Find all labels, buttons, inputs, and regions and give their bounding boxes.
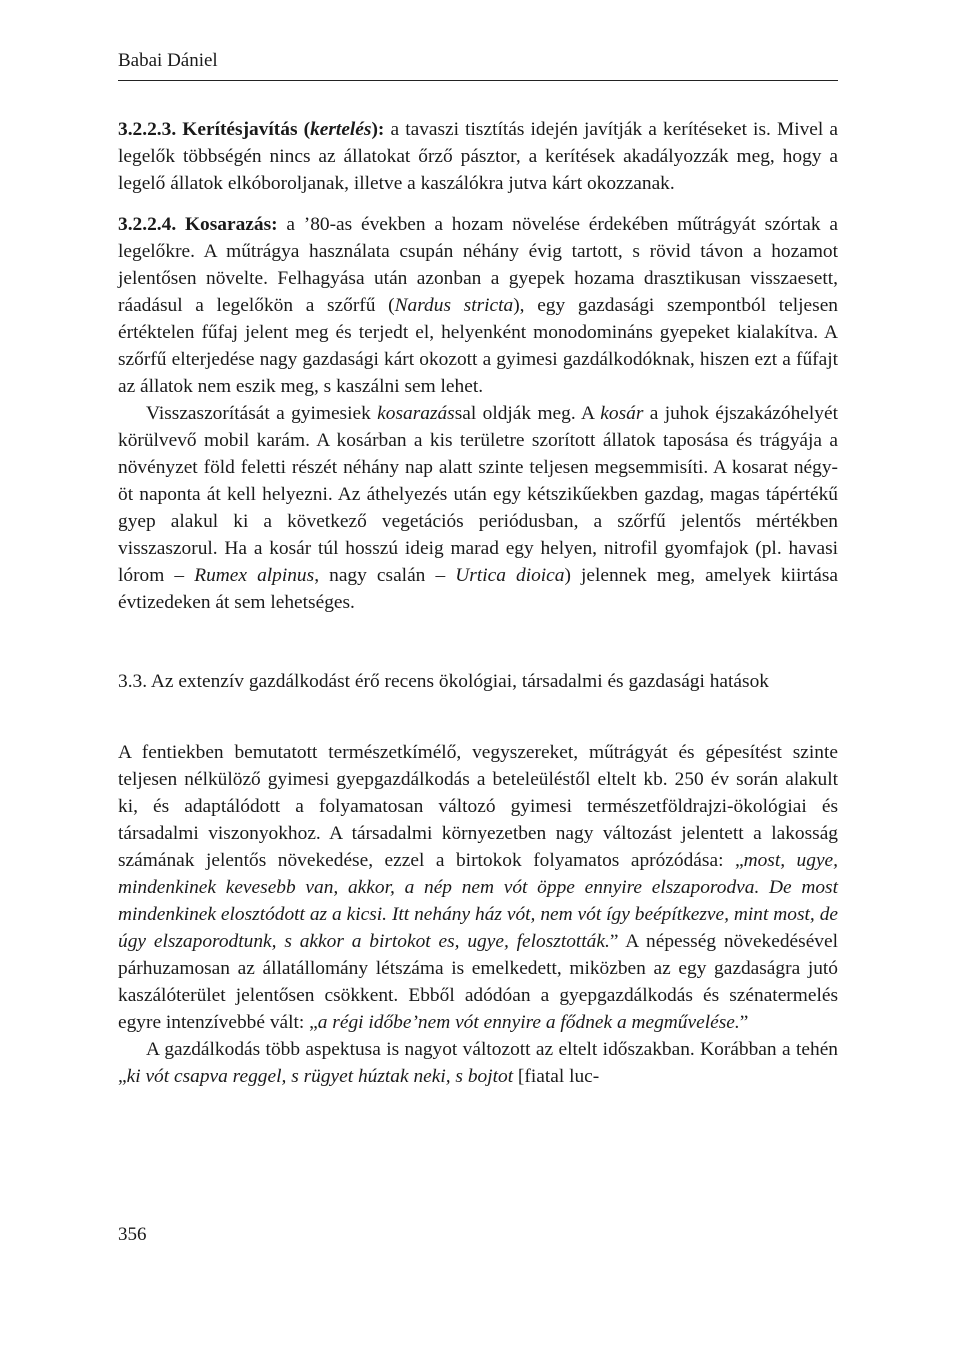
section-3-2-2-3-heading: 3.2.2.3. Kerítésjavítás (kertelés):: [118, 119, 385, 140]
latin-name: Urtica dioica: [455, 565, 565, 586]
quote: a régi időbe’nem vót ennyire a fődnek a megművelése.: [317, 1012, 740, 1033]
section-3-2-2-3-paragraph: 3.2.2.3. Kerítésjavítás (kertelés): a tavaszi tisztítás idején javítják a kerítéseket is. Mivel a legelők többségén nincs az állatokat őrző pásztor, a kerítések akadályozzák meg, hogy a legelő állatok elkóboroljanak, illetve a kaszálókra jutva kárt okozzanak.: [118, 119, 838, 194]
document-page: [118, 0, 838, 1352]
latin-name: Nardus stricta: [394, 295, 514, 316]
section-3-3-heading: 3.3. Az extenzív gazdálkodást érő recens ökológiai, társadalmi és gazdasági hatások: [118, 671, 769, 692]
section-3-2-2-4-paragraph-2: Visszaszorítását a gyimesiek kosarazással oldják meg. A kosár a juhok éjszakázóhelyét körülvevő mobil karám. A kosárban a kis területre szorított állatok taposása és trágyája a növényzet föld feletti részét néhány nap alatt szinte teljesen megsemmisíti. A kosarat négy-öt naponta át kell helyezni. Az áthelyezés után egy kétszikűekben gazdag, magas tápértékű gyep alakul ki a következő vegetációs periódusban, a szőrfű jelentős mértékben visszaszorul. Ha a kosár túl hosszú ideig marad egy helyen, nitrofil gyomfajok (pl. havasi lórom – Rumex alpinus, nagy csalán – Urtica dioica) jelennek meg, amelyek kiirtása évtizedeken át sem lehetséges.: [118, 403, 839, 613]
running-head: Babai Dániel: [118, 50, 218, 71]
quote: most, ugye, mindenkinek kevesebb van, akkor, a nép nem vót öppe ennyire elszaporodva. De most mindenkinek elosztódott az a kicsi. Itt nehány ház vót, nem vót így beépítkezve, mint most, de úgy elszaporodtunk, s akkor a birtokot es, ugye, felosztották.: [118, 850, 839, 952]
section-3-2-2-4-heading: 3.2.2.4. Kosarazás:: [118, 214, 278, 235]
page-body: [118, 116, 838, 1090]
section-3-3-paragraph-1: A fentiekben bemutatott természetkímélő, vegyszereket, műtrágyát és gépesítést szinte teljesen nélkülöző gyimesi gyepgazdálkodás a beteleüléstől eltelt kb. 250 év során alakult ki, és adaptálódott a folyamatosan változó gyimesi természetföldrajzi-ökológiai és társadalmi viszonyokhoz. A társadalmi környezetben nagy változást jelentett a lakosság számának jelentős növekedése, ezzel a birtokok folyamatos aprózódása: „most, ugye, mindenkinek kevesebb van, akkor, a nép nem vót öppe ennyire elszaporodva. De most mindenkinek elosztódott az a kicsi. Itt nehány ház vót, nem vót így beépítkezve, mint most, de úgy elszaporodtunk, s akkor a birtokot es, ugye, felosztották.” A népesség növekedésével párhuzamosan az állatállomány létszáma is emelkedett, miközben az egy gazdaságra jutó kaszálóterület jelentősen csökkent. Ebből adódóan a gyepgazdálkodás és szénatermelés egyre intenzívebbé vált: „a régi időbe’nem vót ennyire a fődnek a megművelése.”: [118, 742, 839, 1033]
page-number: 356: [118, 1224, 147, 1245]
quote: ki vót csapva reggel, s rügyet húztak neki, s bojtot: [126, 1066, 514, 1087]
section-3-2-2-4-paragraph: 3.2.2.4. Kosarazás: a ’80-as években a hozam növelése érdekében műtrágyát szórtak a legelőkre. A műtrágya használata csupán néhány évig tartott, s rövid távon a hozamot jelentősen növelte. Felhagyása után azonban a gyepek hozama drasztikusan visszaesett, ráadásul a legelőkön a szőrfű (Nardus stricta), egy gazdasági szempontból teljesen értéktelen fűfaj jelent meg és terjedt el, helyenként monodomináns gyepeket kialakítva. A szőrfű elterjedése nagy gazdasági kárt okozott a gyimesi gazdálkodóknak, hiszen ezt a fűfajt az állatok nem eszik meg, s kaszálni sem lehet.: [118, 214, 838, 397]
latin-name: Rumex alpinus: [194, 565, 315, 586]
header-rule: [118, 80, 838, 81]
section-3-3-paragraph-2: A gazdálkodás több aspektusa is nagyot változott az eltelt időszakban. Korábban a tehén „ki vót csapva reggel, s rügyet húztak neki, s bojtot [fiatal luc-: [118, 1039, 838, 1087]
